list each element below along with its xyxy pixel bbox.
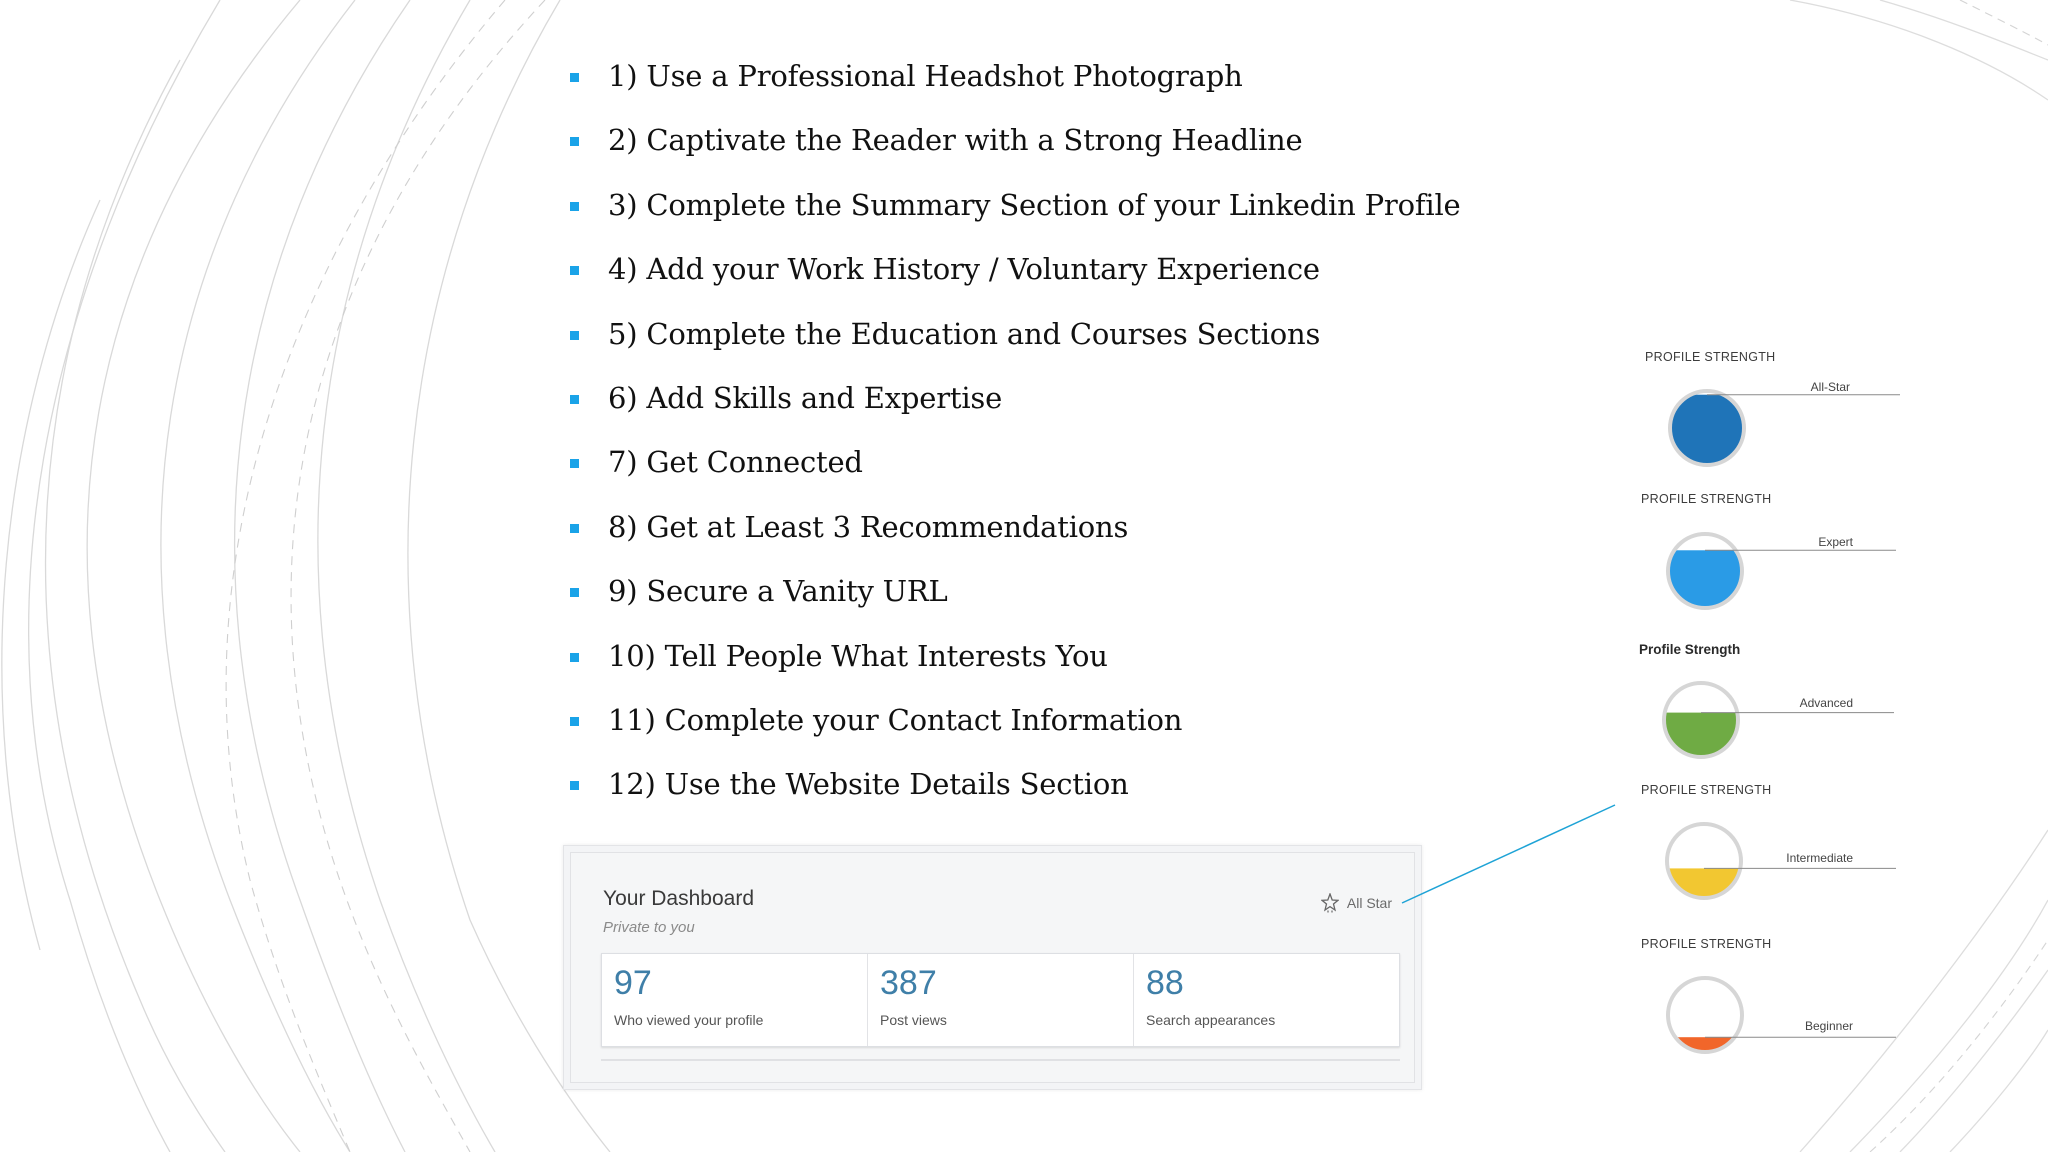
meter-gauge: [1645, 350, 1905, 480]
tip-text: 1) Use a Professional Headshot Photograph: [608, 59, 1243, 93]
stat-post-views[interactable]: [868, 954, 1134, 1046]
meter-fill: [1664, 713, 1738, 757]
meter-gauge: [1641, 783, 1901, 913]
badge-label: All Star: [1346, 895, 1392, 911]
meter-heading: PROFILE STRENGTH: [1641, 783, 1772, 797]
list-item: [565, 119, 1465, 183]
bullet-square-icon: [570, 653, 579, 662]
tip-text: 8) Get at Least 3 Recommendations: [608, 509, 1129, 544]
list-item: [565, 184, 1465, 248]
dashboard-divider: [601, 1059, 1400, 1061]
bullet-square-icon: [570, 202, 579, 211]
bullet-square-icon: [570, 717, 579, 726]
tip-text: 4) Add your Work History / Voluntary Experience: [608, 252, 1320, 287]
profile-strength-meter: [1639, 642, 1899, 772]
tip-text: 9) Secure a Vanity URL: [608, 574, 948, 609]
meter-level: Advanced: [1799, 696, 1853, 710]
list-item: [565, 55, 1465, 119]
meter-heading: Profile Strength: [1639, 642, 1741, 657]
bullet-square-icon: [570, 137, 579, 146]
profile-strength-meter: [1641, 492, 1901, 622]
profile-strength-meter: [1645, 350, 1905, 480]
dashboard-panel: [570, 852, 1415, 1083]
tip-text: 11) Complete your Contact Information: [608, 702, 1183, 737]
dashboard-title: Your Dashboard: [603, 887, 754, 910]
bullet-square-icon: [570, 73, 579, 82]
stat-label: Search appearances: [1146, 1012, 1276, 1028]
dashboard-stats: [601, 953, 1400, 1047]
profile-strength-meter: [1641, 937, 1901, 1067]
list-item: [565, 441, 1465, 505]
stat-search-appearances[interactable]: [1134, 954, 1399, 1046]
profile-strength-meter: [1641, 783, 1901, 913]
bullet-square-icon: [570, 395, 579, 404]
list-item: [565, 699, 1465, 763]
bullet-square-icon: [570, 588, 579, 597]
stat-value: 387: [880, 964, 937, 1002]
tips-list: [565, 55, 1465, 828]
bullet-square-icon: [570, 524, 579, 533]
meter-gauge: [1641, 937, 1901, 1067]
meter-level: Beginner: [1804, 1019, 1853, 1033]
meter-heading: PROFILE STRENGTH: [1645, 350, 1776, 364]
stat-label: Who viewed your profile: [614, 1012, 764, 1028]
stat-profile-views[interactable]: [602, 954, 868, 1046]
meter-level: Expert: [1818, 535, 1853, 549]
bullet-square-icon: [570, 781, 579, 790]
tip-text: 10) Tell People What Interests You: [608, 638, 1108, 673]
tip-text: 2) Captivate the Reader with a Strong Headline: [608, 123, 1303, 158]
meter-level: Intermediate: [1786, 851, 1853, 865]
bullet-square-icon: [570, 266, 579, 275]
meter-level: All-Star: [1810, 380, 1850, 394]
stat-label: Post views: [880, 1012, 947, 1028]
tip-text: 7) Get Connected: [608, 445, 863, 480]
tip-text: 6) Add Skills and Expertise: [608, 380, 1003, 415]
meter-gauge: [1641, 492, 1901, 622]
bullet-square-icon: [570, 459, 579, 468]
list-item: [565, 377, 1465, 441]
star-icon: [1321, 893, 1339, 913]
tip-text: 5) Complete the Education and Courses Sections: [608, 316, 1321, 351]
list-item: [565, 763, 1465, 827]
list-item: [565, 248, 1465, 312]
dashboard-subtitle: Private to you: [603, 919, 695, 936]
meter-fill: [1667, 868, 1741, 898]
meter-heading: PROFILE STRENGTH: [1641, 937, 1772, 951]
list-item: [565, 506, 1465, 570]
stat-value: 97: [614, 964, 652, 1002]
list-item: [565, 635, 1465, 699]
list-item: [565, 313, 1465, 377]
stat-value: 88: [1146, 964, 1184, 1002]
tip-text: 3) Complete the Summary Section of your Linkedin Profile: [608, 187, 1461, 222]
meter-gauge: [1639, 642, 1899, 772]
meter-heading: PROFILE STRENGTH: [1641, 492, 1772, 506]
tip-text: 12) Use the Website Details Section: [608, 767, 1129, 802]
dashboard-card: [563, 845, 1422, 1090]
all-star-badge[interactable]: [1321, 893, 1392, 913]
list-item: [565, 570, 1465, 634]
bullet-square-icon: [570, 331, 579, 340]
